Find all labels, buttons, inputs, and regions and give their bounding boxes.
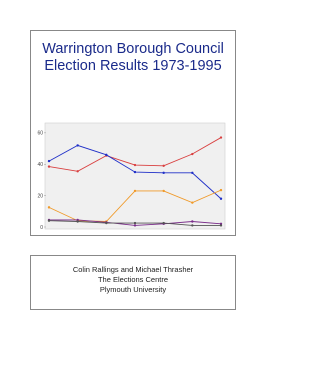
data-point (105, 154, 107, 156)
title-panel (30, 30, 236, 236)
data-point (134, 190, 136, 192)
data-point (134, 222, 136, 224)
data-point (105, 222, 107, 224)
data-point (191, 201, 193, 203)
data-point (220, 136, 222, 138)
data-point (76, 144, 78, 146)
data-point (162, 172, 164, 174)
data-point (162, 190, 164, 192)
data-point (134, 171, 136, 173)
y-tick-label: 60 (37, 130, 43, 137)
data-point (76, 220, 78, 222)
data-point (48, 165, 50, 167)
credits-university: Plymouth University (99, 285, 167, 294)
data-point (134, 224, 136, 226)
credits-panel (30, 255, 236, 310)
data-point (191, 153, 193, 155)
election-chart (35, 119, 231, 231)
data-point (191, 172, 193, 174)
data-point (76, 170, 78, 172)
plot-area (45, 123, 225, 229)
y-tick-label: 0 (40, 224, 43, 231)
data-point (191, 220, 193, 222)
page-title (31, 41, 235, 75)
y-tick-label: 40 (37, 162, 43, 169)
data-point (191, 224, 193, 226)
credits-centre: The Elections Centre (97, 275, 169, 284)
data-point (220, 224, 222, 226)
title-line-1: Warrington Borough Council (42, 41, 224, 57)
data-point (48, 220, 50, 222)
data-point (220, 198, 222, 200)
data-point (134, 164, 136, 166)
data-point (162, 165, 164, 167)
data-point (48, 160, 50, 162)
credits-authors: Colin Rallings and Michael Thrasher (72, 265, 194, 274)
title-line-2: Election Results 1973-1995 (44, 58, 222, 74)
data-point (48, 206, 50, 208)
y-tick-label: 20 (37, 193, 43, 200)
data-point (162, 222, 164, 224)
data-point (220, 189, 222, 191)
